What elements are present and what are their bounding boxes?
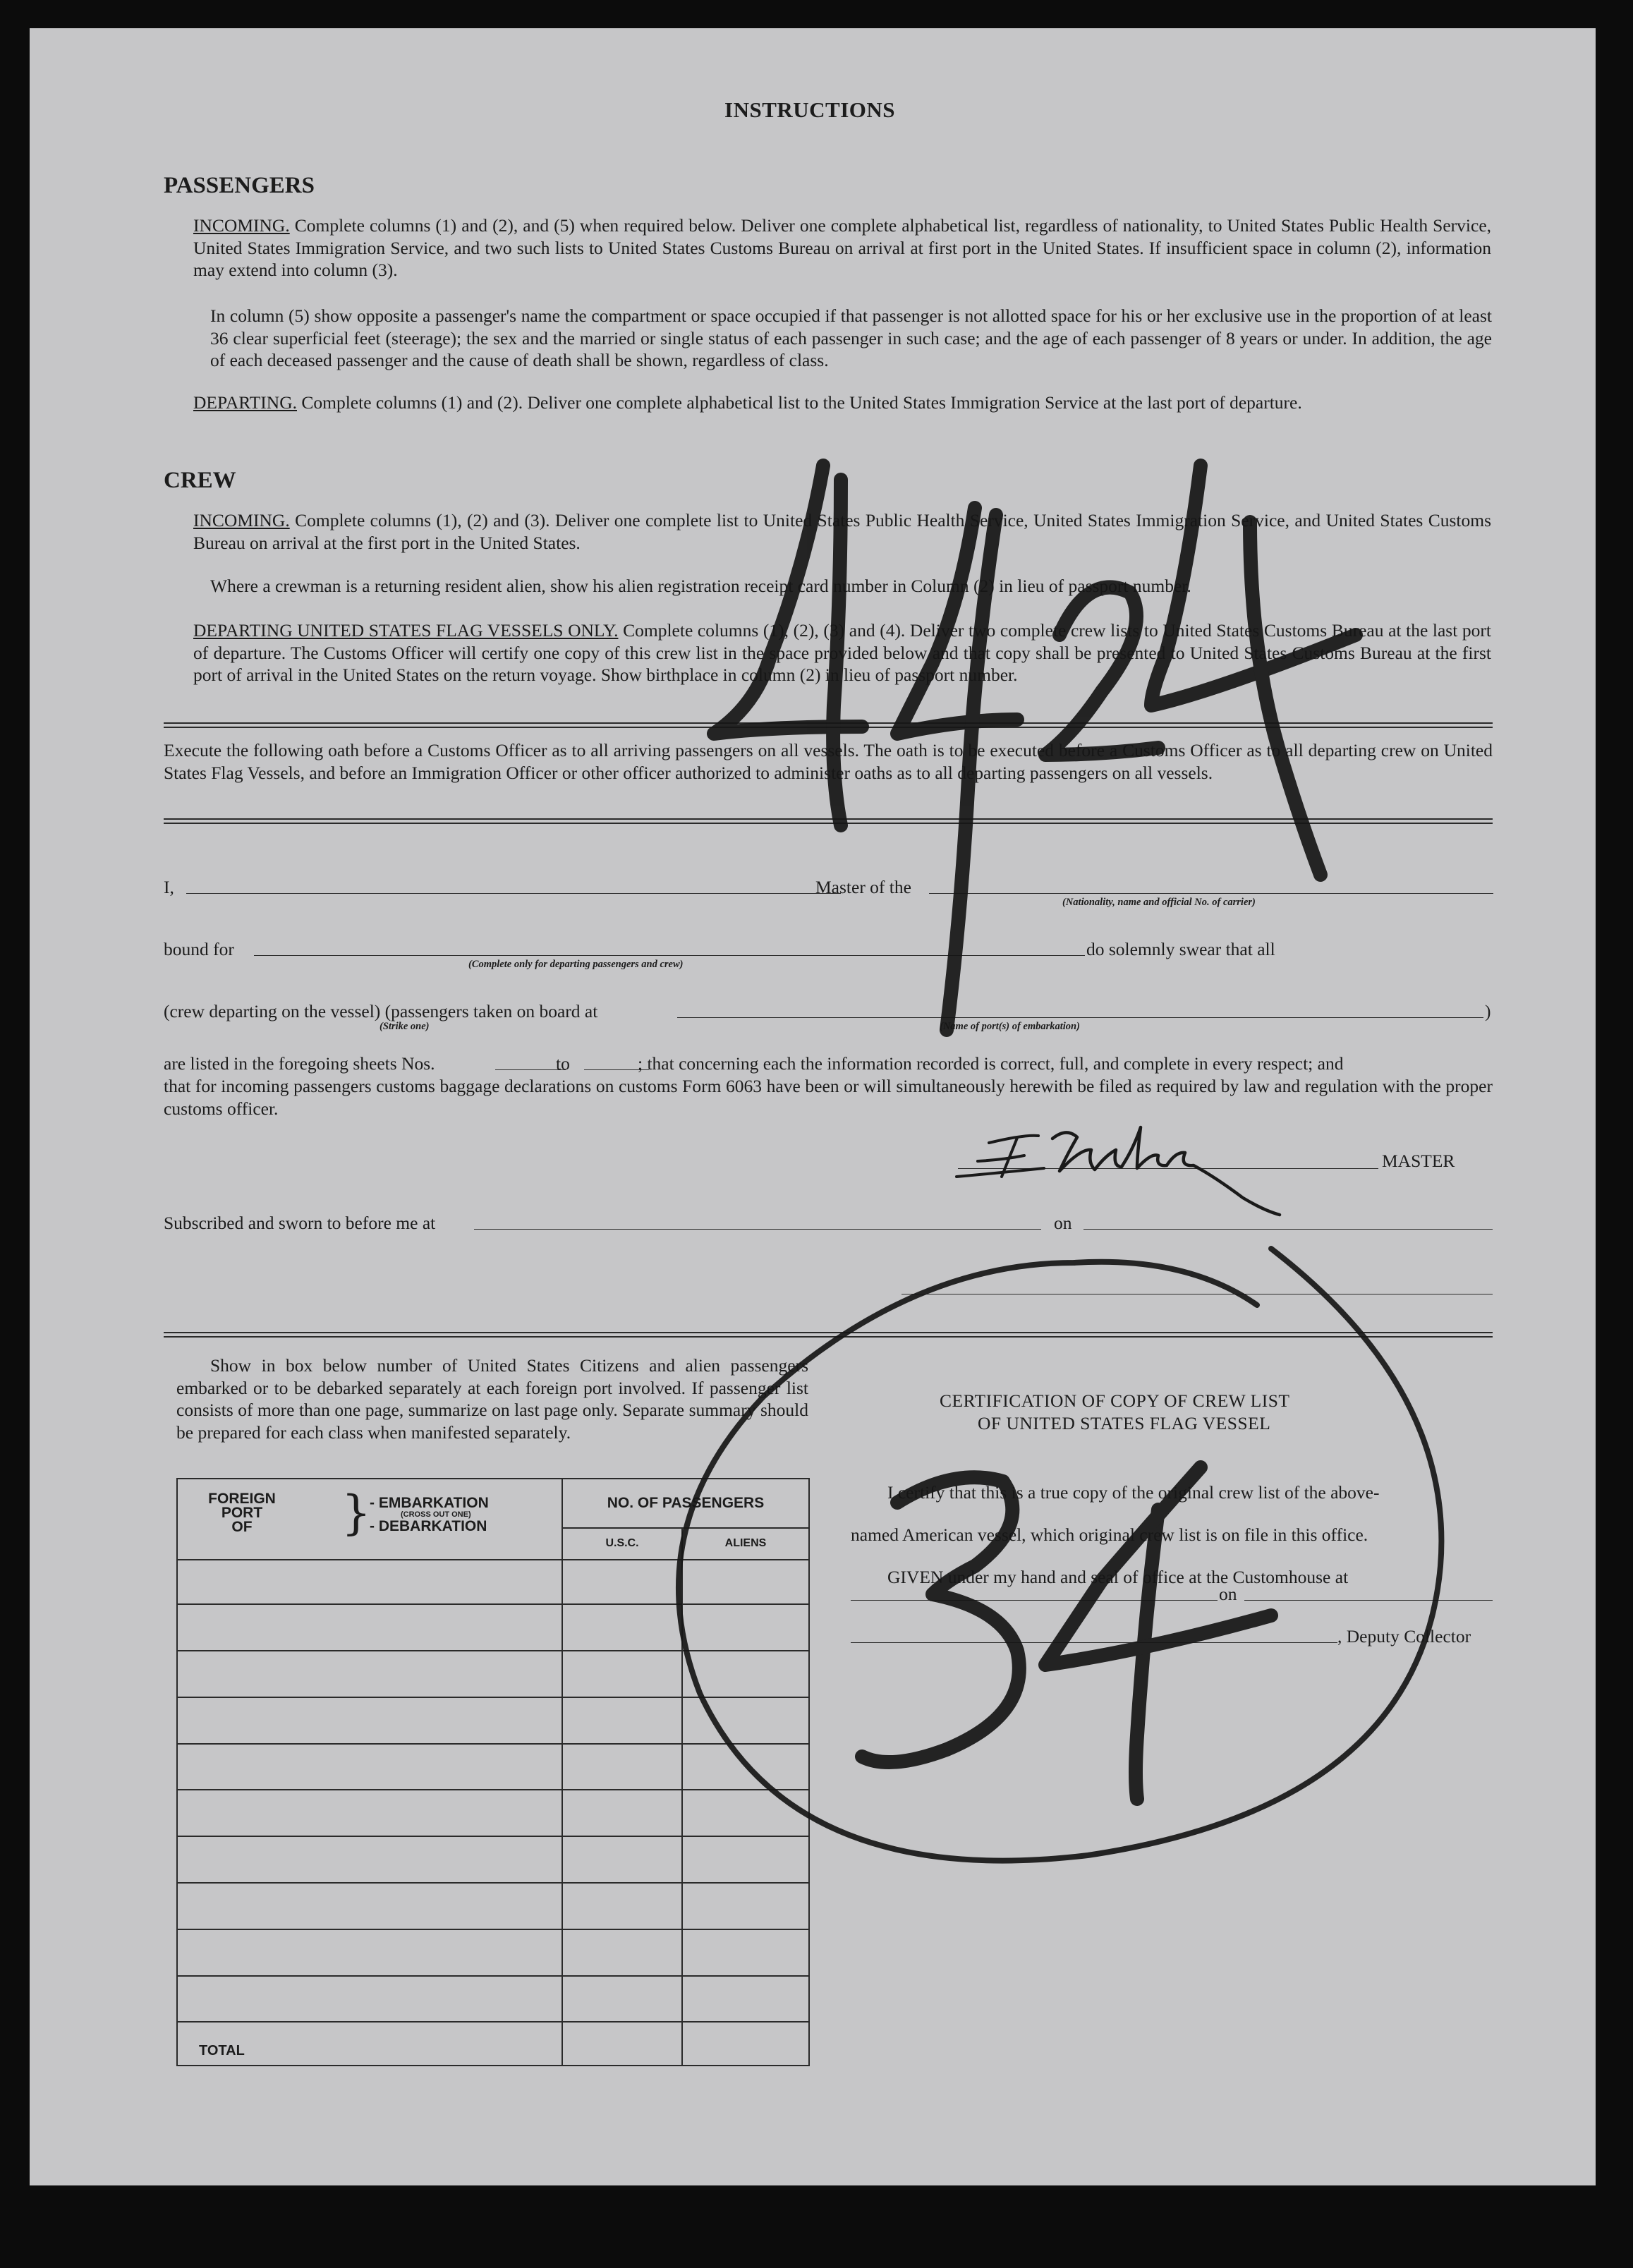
total-label: TOTAL: [177, 2022, 562, 2066]
no-of-passengers-header: NO. OF PASSENGERS: [562, 1479, 809, 1528]
passengers-incoming-text: Complete columns (1) and (2), and (5) when required below. Deliver one complete alphabetical list, regardless of nationality, to United States Public Health Service, United States Immigration Service, and two such lists to United States Customs Bureau on arrival at first port in the United States. If insufficient space in column (2), information may extend into column (3).: [193, 215, 1492, 280]
certification-given: GIVEN under my hand and seal of office at the Customhouse at: [887, 1567, 1349, 1587]
table-row: [177, 1976, 809, 2023]
master-label: MASTER: [1382, 1151, 1455, 1171]
brace-icon: }: [341, 1486, 371, 1540]
table-row: [177, 1929, 809, 1976]
aliens-header: ALIENS: [682, 1528, 809, 1560]
passengers-incoming-paragraph: [193, 214, 1491, 281]
strike-one-caption: (Strike one): [380, 1021, 430, 1032]
oath-listed-b: ; that concerning each the information recorded is correct, full, and complete in every respect; and: [638, 1053, 1344, 1074]
passengers-departing-text: Complete columns (1) and (2). Deliver one complete alphabetical list to the United States Immigration Service at the last port of departure.: [301, 392, 1302, 413]
oath-swear-text: do solemnly swear that all: [1086, 939, 1275, 959]
certification-title-2: OF UNITED STATES FLAG VESSEL: [978, 1413, 1271, 1433]
certification-on-label: on: [1219, 1584, 1237, 1604]
oath-close-paren: ): [1485, 1001, 1491, 1021]
subscribed-label: Subscribed and sworn to before me at: [164, 1213, 436, 1233]
passengers-departing-paragraph: [193, 392, 1491, 414]
oath-bound-for-label: bound for: [164, 939, 234, 959]
passengers-departing-label: DEPARTING.: [193, 392, 297, 413]
crew-incoming-label: INCOMING.: [193, 510, 290, 530]
circled-number-text: 34: [650, 1199, 651, 1200]
embarkation-option[interactable]: - EMBARKATION: [370, 1495, 489, 1511]
document-page: [30, 28, 1596, 2185]
certification-text-2: named American vessel, which original crew list is on file in this office.: [851, 1524, 1368, 1545]
bound-for-caption: (Complete only for departing passengers and crew): [468, 959, 684, 970]
oath-listed-a: are listed in the foregoing sheets Nos.: [164, 1053, 435, 1074]
crew-departing-label: DEPARTING UNITED STATES FLAG VESSELS ONLY.: [193, 620, 619, 641]
usc-header: U.S.C.: [562, 1528, 682, 1560]
sheet-from-field[interactable]: [495, 1069, 566, 1070]
oath-intro-paragraph: Execute the following oath before a Customs Officer as to all arriving passengers on all vessels. The oath is to be executed before a Customs Officer as to all departing crew on United States Flag Vessels, and before an Immigration Officer or other officer authorized to administer oaths as to all departing passengers on all vessels.: [164, 740, 1493, 783]
oath-listed-to: to: [556, 1053, 570, 1074]
of-label: OF: [231, 1519, 253, 1535]
oath-listed-c: that for incoming passengers customs baggage declarations on customs Form 6063 have been or will simultaneously herewith be filed as required by law and regulation with the proper customs officer.: [164, 1076, 1493, 1119]
port-caption: (Name of port(s) of embarkation): [940, 1021, 1080, 1032]
foreign-label: FOREIGN: [208, 1491, 276, 1507]
oath-master-of-label: Master of the: [815, 877, 911, 897]
signature-text: F Fondaa: [1088, 1226, 1091, 1227]
carrier-caption: (Nationality, name and official No. of carrier): [1062, 897, 1256, 908]
port-header-cell: [177, 1479, 562, 1560]
crew-alien-paragraph: Where a crewman is a returning resident alien, show his alien registration receipt card number in Column (2) in lieu of passport number.: [210, 576, 1191, 596]
crew-departing-text: Complete columns (1), (2), (3) and (4). Deliver two complete crew lists to United States Customs Bureau at the last port of departure. The Customs Officer will certify one copy of this crew list in the space provided below and that copy shall be presented to United States Customs Bureau at the first port of arrival in the United States on the return voyage. Show birthplace in column (2) in lieu of passport number.: [193, 620, 1492, 685]
handwritten-number-4424: [664, 423, 1440, 1058]
handwritten-circled-number-34: [650, 1199, 1490, 1905]
passengers-incoming-label: INCOMING.: [193, 215, 290, 236]
crew-heading: CREW: [164, 468, 236, 493]
subscribed-on-label: on: [1054, 1213, 1072, 1233]
port-label: PORT: [221, 1505, 263, 1521]
oath-crew-departing-text: (crew departing on the vessel) (passengers taken on board at: [164, 1001, 598, 1021]
debarkation-option[interactable]: - DEBARKATION: [370, 1518, 487, 1534]
passengers-heading: PASSENGERS: [164, 173, 315, 198]
crew-incoming-text: Complete columns (1), (2) and (3). Deliver one complete list to United States Public Health Service, United States Immigration Service, and United States Customs Bureau on arrival at the first port in the United States.: [193, 510, 1492, 553]
summary-instructions: Show in box below number of United States Citizens and alien passengers embarked or to be debarked separately at each foreign port involved. If passenger list consists of more than one page, summarize on last page only. Separate summary should be prepared for each class when manifested separately.: [176, 1355, 808, 1443]
oath-i-label: I,: [164, 877, 174, 897]
table-total-row: [177, 2022, 809, 2066]
passengers-column5-paragraph: In column (5) show opposite a passenger's name the compartment or space occupied if that passenger is not allotted space for his or her exclusive use in the proportion of at least 36 clear superficial feet (steerage); the sex and the married or single status of each passenger in such case; and the age of each passenger of 8 years or under. In addition, the age of each deceased passenger and the cause of death shall be shown, regardless of class.: [210, 305, 1492, 370]
deputy-collector-label: , Deputy Collector: [1337, 1626, 1471, 1647]
document-title: INSTRUCTIONS: [724, 97, 896, 122]
certification-title-1: CERTIFICATION OF COPY OF CREW LIST: [940, 1390, 1290, 1411]
cross-out-note: (CROSS OUT ONE): [401, 1510, 471, 1519]
certification-text-1: I certify that this is a true copy of the original crew list of the above-: [887, 1482, 1380, 1503]
